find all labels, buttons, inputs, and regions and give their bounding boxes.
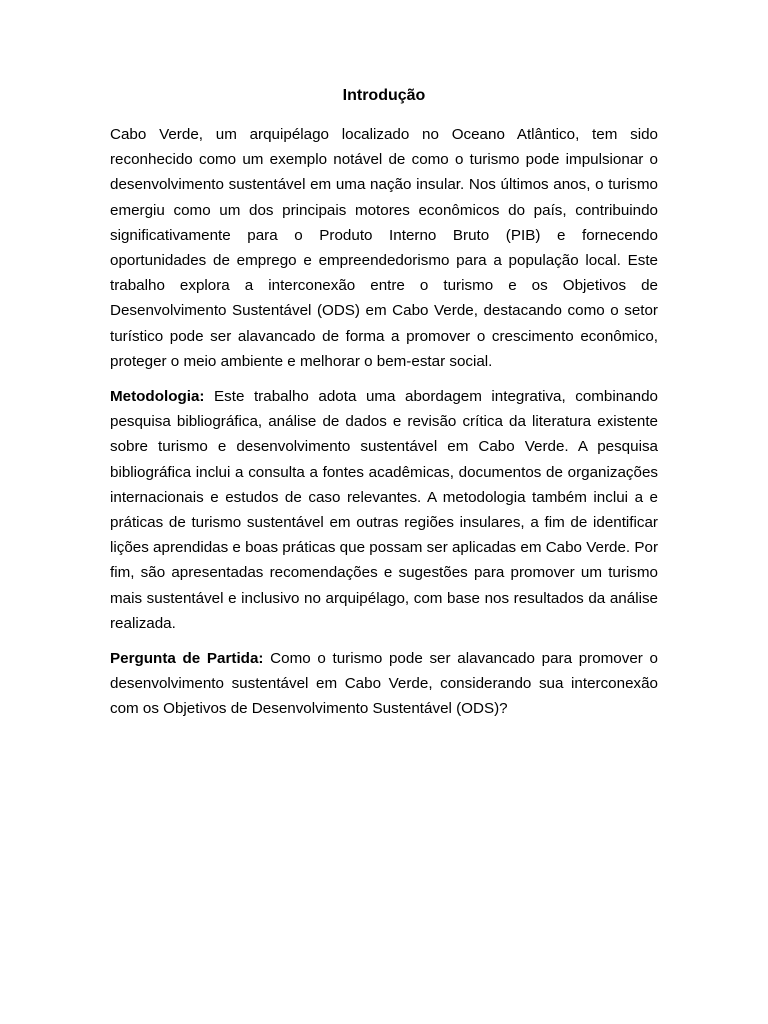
question-paragraph [110, 646, 658, 722]
section-title: Introdução [342, 87, 426, 104]
question-text: Como o turismo pode ser alavancado para promover o desenvolvimento sustentável em Cabo Verde, considerando sua interconexão com os Objetivos de Desenvolvimento Sustentável (ODS)? [110, 650, 658, 718]
question-label: Pergunta de Partida: [110, 650, 264, 668]
intro-paragraph: Cabo Verde, um arquipélago localizado no Oceano Atlântico, tem sido reconhecido como um exemplo notável de como o turismo pode impulsionar o desenvolvimento sustentável em uma nação insular. Nos últimos anos, o turismo emergiu como um dos principais motores econômicos do país, contribuindo significativamente para o Produto Interno Bruto (PIB) e fornecendo oportunidades de emprego e empreendedorismo para a população local. Este trabalho explora a interconexão entre o turismo e os Objetivos de Desenvolvimento Sustentável (ODS) em Cabo Verde, destacando como o setor turístico pode ser alavancado de forma a promover o crescimento econômico, proteger o meio ambiente e melhorar o bem-estar social. [110, 126, 658, 370]
methodology-text: Este trabalho adota uma abordagem integrativa, combinando pesquisa bibliográfica, análise de dados e revisão crítica da literatura existente sobre turismo e desenvolvimento sustentável em Cabo Verde. A pesquisa bibliográfica inclui a consulta a fontes acadêmicas, documentos de organizações internacionais e estudos de caso relevantes. A metodologia também inclui a e práticas de turismo sustentável em outras regiões insulares, a fim de identificar lições aprendidas e boas práticas que possam ser aplicadas em Cabo Verde. Por fim, são apresentadas recomendações e sugestões para promover um turismo mais sustentável e inclusivo no arquipélago, com base nos resultados da análise realizada. [110, 388, 658, 632]
methodology-label: Metodologia: [110, 388, 205, 406]
methodology-paragraph [110, 384, 658, 636]
document-body [110, 86, 658, 732]
